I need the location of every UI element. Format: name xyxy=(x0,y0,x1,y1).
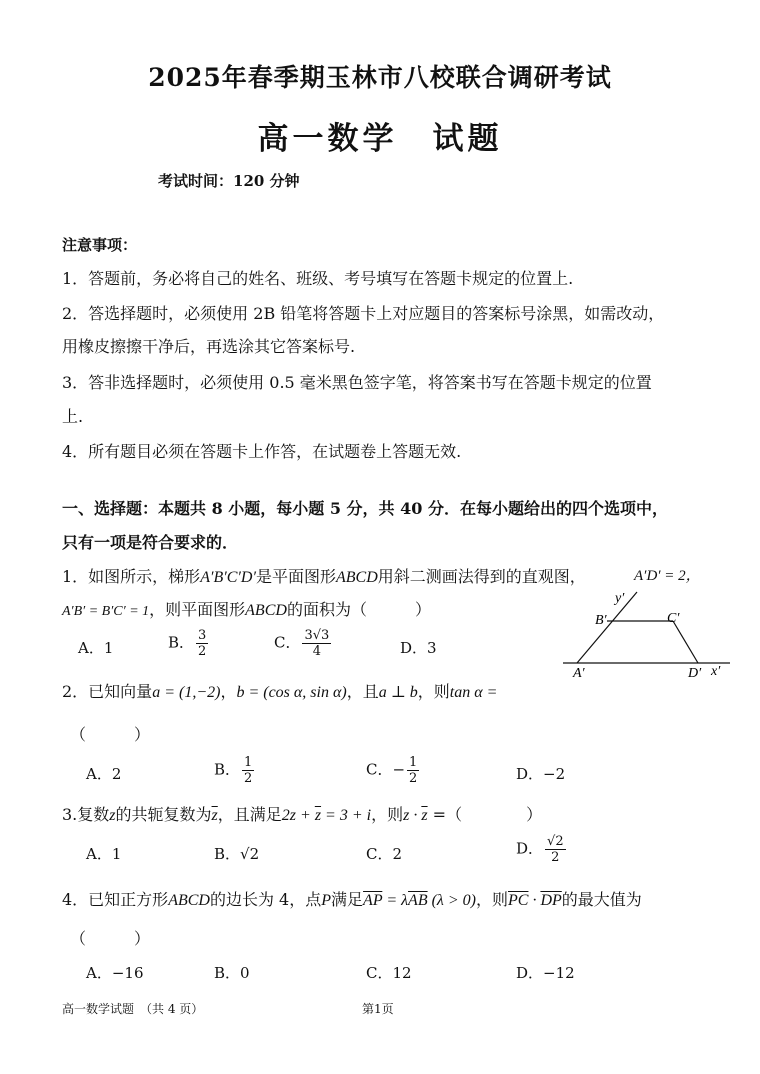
footer-page-number: 第1页 xyxy=(362,1002,394,1016)
q3-option-c: C．2 xyxy=(366,845,403,863)
q3-option-a: A．1 xyxy=(86,845,122,863)
q3-stem: 3.复数z的共轭复数为$\overline{z}$，且满足$2z + \overline{z} = 3 + i$，则$z \cdot \overline{z}$ =（ ） xyxy=(62,805,543,824)
note-item-3: 3．答非选择题时，必须使用 0.5 毫米黑色签字笔，将答案书写在答题卡规定的位置 xyxy=(62,373,652,392)
q2-stem: 2．已知向量a = (1,−2)，b = (cos α, sin α)，且a ⊥ b，则tan α = xyxy=(62,682,498,701)
notes-heading: 注意事项： xyxy=(62,236,138,254)
q2-option-d: D．−2 xyxy=(516,765,566,783)
q4-option-d: D．−12 xyxy=(516,964,575,982)
q4-option-b: B．0 xyxy=(214,964,250,982)
q1-cond1: A′D′ = 2， xyxy=(634,568,701,584)
label-d: D′ xyxy=(688,666,702,680)
q2-option-b: B． $\frac{1}{2}$ xyxy=(214,755,253,786)
q2-answer-paren: （ ） xyxy=(70,725,151,744)
note-item-4: 4．所有题目必须在答题卡上作答，在试题卷上答题无效. xyxy=(62,442,462,461)
q2-option-a: A．2 xyxy=(86,765,122,783)
note-item-1: 1．答题前，务必将自己的姓名、班级、考号填写在答题卡规定的位置上. xyxy=(62,269,574,288)
q1-option-c: C． $\frac{3√3}{4}$ xyxy=(274,628,330,659)
exam-time: 考试时间：120 分钟 xyxy=(158,172,300,190)
label-a: A′ xyxy=(573,666,585,680)
q3-option-d: D． $\frac{√2}{2}$ xyxy=(516,834,564,865)
section-heading: 一、选择题：本题共 8 小题，每小题 5 分，共 40 分．在每小题给出的四个选项中， xyxy=(62,499,668,518)
label-c: C′ xyxy=(667,611,680,626)
q3-option-b: B．√2 xyxy=(214,845,260,863)
q4-answer-paren: （ ） xyxy=(70,929,151,948)
exam-title: 2025年春季期玉林市八校联合调研考试 xyxy=(148,63,612,92)
label-y: y′ xyxy=(615,591,625,606)
note-item-2: 2．答选择题时，必须使用 2B 铅笔将答题卡上对应题目的答案标号涂黑，如需改动， xyxy=(62,304,665,323)
note-item-3-cont: 上. xyxy=(62,407,84,426)
label-x: x′ xyxy=(711,664,721,679)
q1-stem: 1．如图所示，梯形A′B′C′D′是平面图形ABCD用斜二测画法得到的直观图， xyxy=(62,567,586,586)
q1-option-a: A．1 xyxy=(78,639,114,657)
q1-option-b: B． $\frac{3}{2}$ xyxy=(168,628,207,659)
footer-left: 高一数学试题 （共 4 页） xyxy=(62,1002,204,1016)
label-b: B′ xyxy=(595,613,607,628)
section-heading-cont: 只有一项是符合要求的． xyxy=(62,533,239,552)
q1-stem-cont: A′B′ = B′C′ = 1，则平面图形ABCD的面积为（ ） xyxy=(62,600,431,619)
subject-title: 高一数学 试题 xyxy=(257,121,503,157)
q2-option-c: C．− $\frac{1}{2}$ xyxy=(366,755,418,786)
q1-option-d: D．3 xyxy=(400,639,437,657)
note-item-2-cont: 用橡皮擦擦干净后，再选涂其它答案标号. xyxy=(62,337,356,356)
q4-stem: 4．已知正方形ABCD的边长为 4，点P满足$\overline{AP} = \lambda\overline{AB}$ (λ > 0)，则$\overline{PC} \cdot \overline{DP}$的最大值为 xyxy=(62,890,642,909)
q4-option-a: A．−16 xyxy=(86,964,144,982)
q1-trapezoid-figure xyxy=(555,588,740,680)
q4-option-c: C．12 xyxy=(366,964,412,982)
